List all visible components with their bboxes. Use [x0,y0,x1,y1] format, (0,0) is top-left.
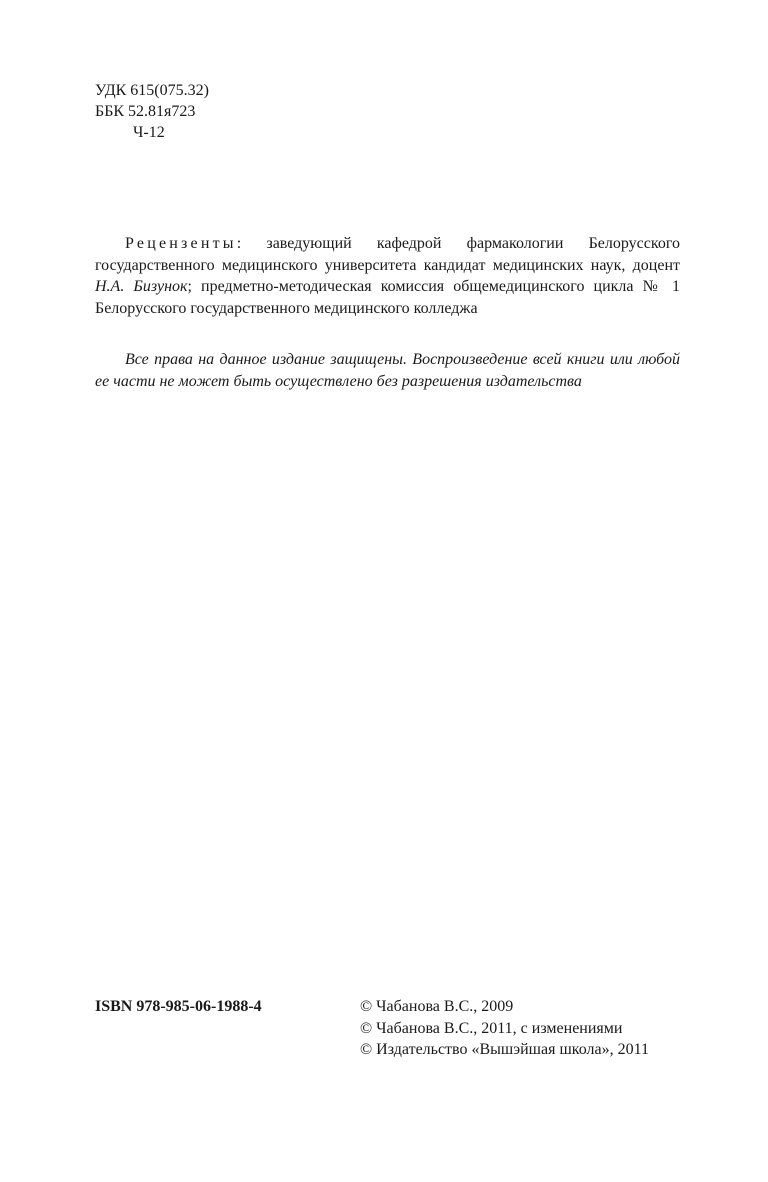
reviewers-paragraph [95,233,680,319]
bbk-code: ББК 52.81я723 [95,103,196,120]
copyright-line: © Чабанова В.С., 2009 [360,998,514,1015]
copyright-line: © Чабанова В.С., 2011, с изменениями [360,1019,623,1037]
reviewers-text-2: ; предметно-методическая комиссия общемедицинского цикла № 1 Белорусского государственного медицинского колледжа [95,278,680,317]
author-sign: Ч-12 [133,124,165,141]
udk-code: УДК 615(075.32) [95,82,209,99]
reviewers-text-1: : заведующий кафедрой фармакологии Белорусского государственного медицинского университета кандидат медицинских наук, доцент [95,235,680,274]
rights-notice: Все права на данное издание защищены. Воспроизведение всей книги или любой ее части не может быть осуществлено без разрешения издательства [95,351,680,390]
reviewer-name: Н.А. Бизунок [95,278,188,295]
classification-block [95,80,209,143]
copyright-line: © Издательство «Вышэйшая школа», 2011 [360,1041,649,1058]
isbn-number: ISBN 978-985-06-1988-4 [95,998,262,1015]
copyright-block [360,996,649,1061]
reviewers-label: Рецензенты [125,235,237,252]
